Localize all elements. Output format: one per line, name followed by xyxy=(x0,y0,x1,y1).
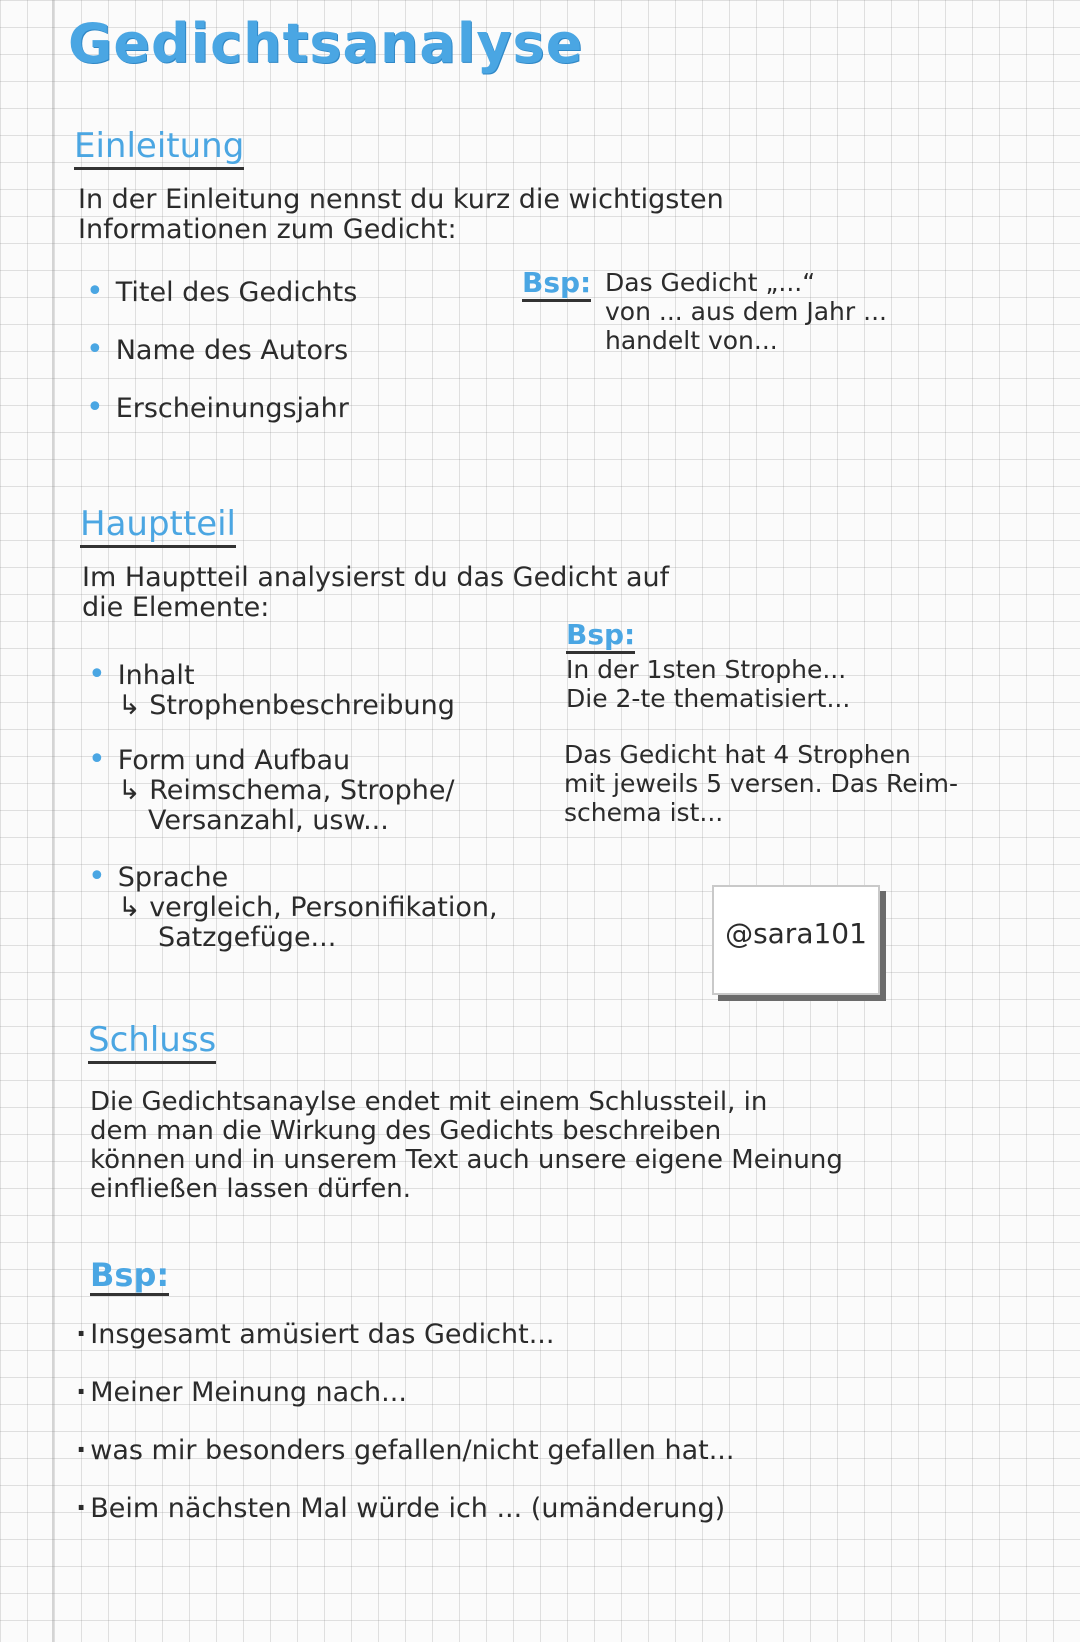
schluss-bsp-label: Bsp: xyxy=(90,1258,169,1296)
schluss-example-2: · Meiner Meinung nach... xyxy=(76,1378,407,1408)
hauptteil-intro xyxy=(82,563,669,623)
sticky-note xyxy=(712,885,880,995)
hauptteil-intro-line-1: Im Hauptteil analysierst du das Gedicht auf xyxy=(82,562,670,593)
einleitung-bullet-3: • Erscheinungsjahr xyxy=(86,393,349,424)
hauptteil-bsp-line-4: mit jeweils 5 versen. Das Reim- xyxy=(564,769,959,798)
sticky-note-handle: @sara101 xyxy=(725,917,867,950)
einleitung-bsp-line-2: von ... aus dem Jahr ... xyxy=(605,297,887,326)
hauptteil-item-form xyxy=(88,745,455,836)
notebook-margin-line xyxy=(52,0,54,1642)
einleitung-intro-line-1: In der Einleitung nennst du kurz die wichtigsten xyxy=(78,184,724,215)
einleitung-intro xyxy=(78,185,724,245)
heading-einleitung: Einleitung xyxy=(74,128,244,170)
schluss-text-line-2: dem man die Wirkung des Gedichts beschreiben xyxy=(90,1116,722,1146)
hauptteil-item-inhalt xyxy=(88,660,455,721)
page-title: Gedichtsanalyse xyxy=(68,12,584,75)
einleitung-bsp-label: Bsp: xyxy=(522,268,591,302)
hauptteil-item-sprache-sub-2: Satzgefüge... xyxy=(158,922,337,953)
hauptteil-item-inhalt-sub: ↳ Strophenbeschreibung xyxy=(118,690,455,721)
heading-schluss: Schluss xyxy=(88,1022,216,1064)
hauptteil-item-sprache xyxy=(88,862,498,953)
schluss-example-4: · Beim nächsten Mal würde ich ... (umänderung) xyxy=(76,1494,725,1524)
einleitung-bullet-2: • Name des Autors xyxy=(86,335,348,366)
schluss-text-line-4: einfließen lassen dürfen. xyxy=(90,1174,411,1204)
hauptteil-intro-line-2: die Elemente: xyxy=(82,592,270,623)
schluss-example-1: · Insgesamt amüsiert das Gedicht... xyxy=(76,1320,554,1350)
hauptteil-item-inhalt-label: • Inhalt xyxy=(88,660,455,691)
hauptteil-bsp-block-2 xyxy=(564,740,958,827)
einleitung-bullet-1: • Titel des Gedichts xyxy=(86,277,357,308)
schluss-text xyxy=(90,1088,843,1204)
einleitung-bsp-lines xyxy=(605,268,887,355)
einleitung-intro-line-2: Informationen zum Gedicht: xyxy=(78,214,457,245)
hauptteil-bsp-block-1 xyxy=(566,655,850,713)
hauptteil-item-form-sub-1: ↳ Reimschema, Strophe/ xyxy=(118,775,455,806)
hauptteil-bsp-line-2: Die 2-te thematisiert... xyxy=(566,684,851,713)
hauptteil-item-form-label: • Form und Aufbau xyxy=(88,745,455,776)
schluss-text-line-1: Die Gedichtsanaylse endet mit einem Schlussteil, in xyxy=(90,1087,768,1117)
hauptteil-bsp-line-5: schema ist... xyxy=(564,798,724,827)
hauptteil-item-sprache-label: • Sprache xyxy=(88,862,498,893)
hauptteil-item-sprache-sub-1: ↳ vergleich, Personifikation, xyxy=(118,892,498,923)
hauptteil-bsp-label: Bsp: xyxy=(566,620,635,654)
schluss-text-line-3: können und in unserem Text auch unsere eigene Meinung xyxy=(90,1145,843,1175)
einleitung-bsp-line-3: handelt von... xyxy=(605,326,778,355)
hauptteil-bsp-line-1: In der 1sten Strophe... xyxy=(566,655,847,684)
hauptteil-item-form-sub-2: Versanzahl, usw... xyxy=(148,805,389,836)
schluss-example-3: · was mir besonders gefallen/nicht gefallen hat... xyxy=(76,1436,734,1466)
hauptteil-bsp-line-3: Das Gedicht hat 4 Strophen xyxy=(564,740,911,769)
heading-hauptteil: Hauptteil xyxy=(80,506,236,548)
einleitung-bsp-line-1: Das Gedicht „...“ xyxy=(605,268,816,297)
